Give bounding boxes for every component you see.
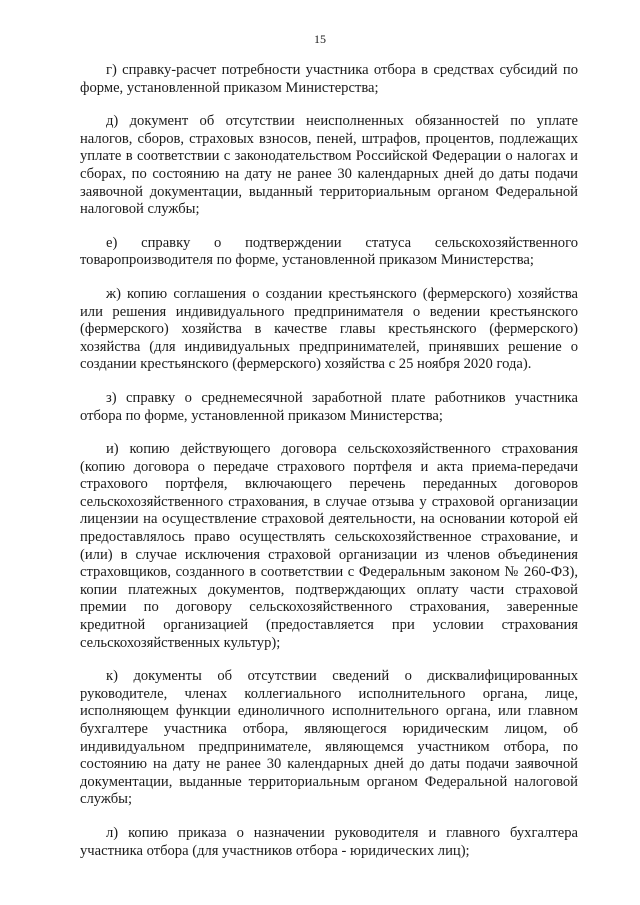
document-body <box>80 62 578 876</box>
paragraph-zh: ж) копию соглашения о создании крестьянского (фермерского) хозяйства или решения индивидуального предпринимателя о ведении крестьянского (фермерского) хозяйства в качестве главы крестьянского (фермерского) хозяйства (для индивидуальных предпринимателей, принявших решение о создании крестьянского (фермерского) хозяйства с 25 ноября 2020 года). <box>80 285 578 373</box>
paragraph-g: г) справку-расчет потребности участника отбора в средствах субсидий по форме, установленной приказом Министерства; <box>80 62 578 96</box>
paragraph-d: д) документ об отсутствии неисполненных обязанностей по уплате налогов, сборов, страховых взносов, пеней, штрафов, процентов, подлежащих уплате в соответствии с законодательством Российской Федерации о налогах и сборах, по состоянию на дату не ранее 30 календарных дней до даты подачи заявочной документации, выданный территориальным органом Федеральной налоговой службы; <box>80 113 578 218</box>
paragraph-z: з) справку о среднемесячной заработной плате работников участника отбора по форме, установленной приказом Министерства; <box>80 389 578 424</box>
paragraph-k: к) документы об отсутствии сведений о дисквалифицированных руководителе, членах коллегиального исполнительного органа, лице, исполняющем функции единоличного исполнительного органа, или главном бухгалтере участника отбора, являющегося юридическим лицом, об индивидуальном предпринимателе, являющемся участником отбора, по состоянию на дату не ранее 30 календарных дней до даты подачи заявочной документации, выданные территориальным органом Федеральной налоговой службы; <box>80 668 578 808</box>
paragraph-l: л) копию приказа о назначении руководителя и главного бухгалтера участника отбора (для участников отбора - юридических лиц); <box>80 824 578 859</box>
page-number: 15 <box>314 32 326 46</box>
paragraph-i: и) копию действующего договора сельскохозяйственного страхования (копию договора о передаче страхового портфеля и акта приема-передачи страхового портфеля, включающего перечень переданных договоров сельскохозяйственного страхования, в случае отзыва у страховой организации лицензии на осуществление страховой деятельности, на основании которой ей предоставлялось право осуществлять сельскохозяйственное страхование, и (или) в случае исключения страховой организации из членов объединения страховщиков, созданного в соответствии с Федеральным законом № 260-ФЗ), копии платежных документов, подтверждающих оплату части страховой премии по договору сельскохозяйственного страхования, заверенные кредитной организацией (предоставляется при условии страхования сельскохозяйственных культур); <box>80 441 578 651</box>
paragraph-e: е) справку о подтверждении статуса сельскохозяйственного товаропроизводителя по форме, установленной приказом Министерства; <box>80 234 578 269</box>
